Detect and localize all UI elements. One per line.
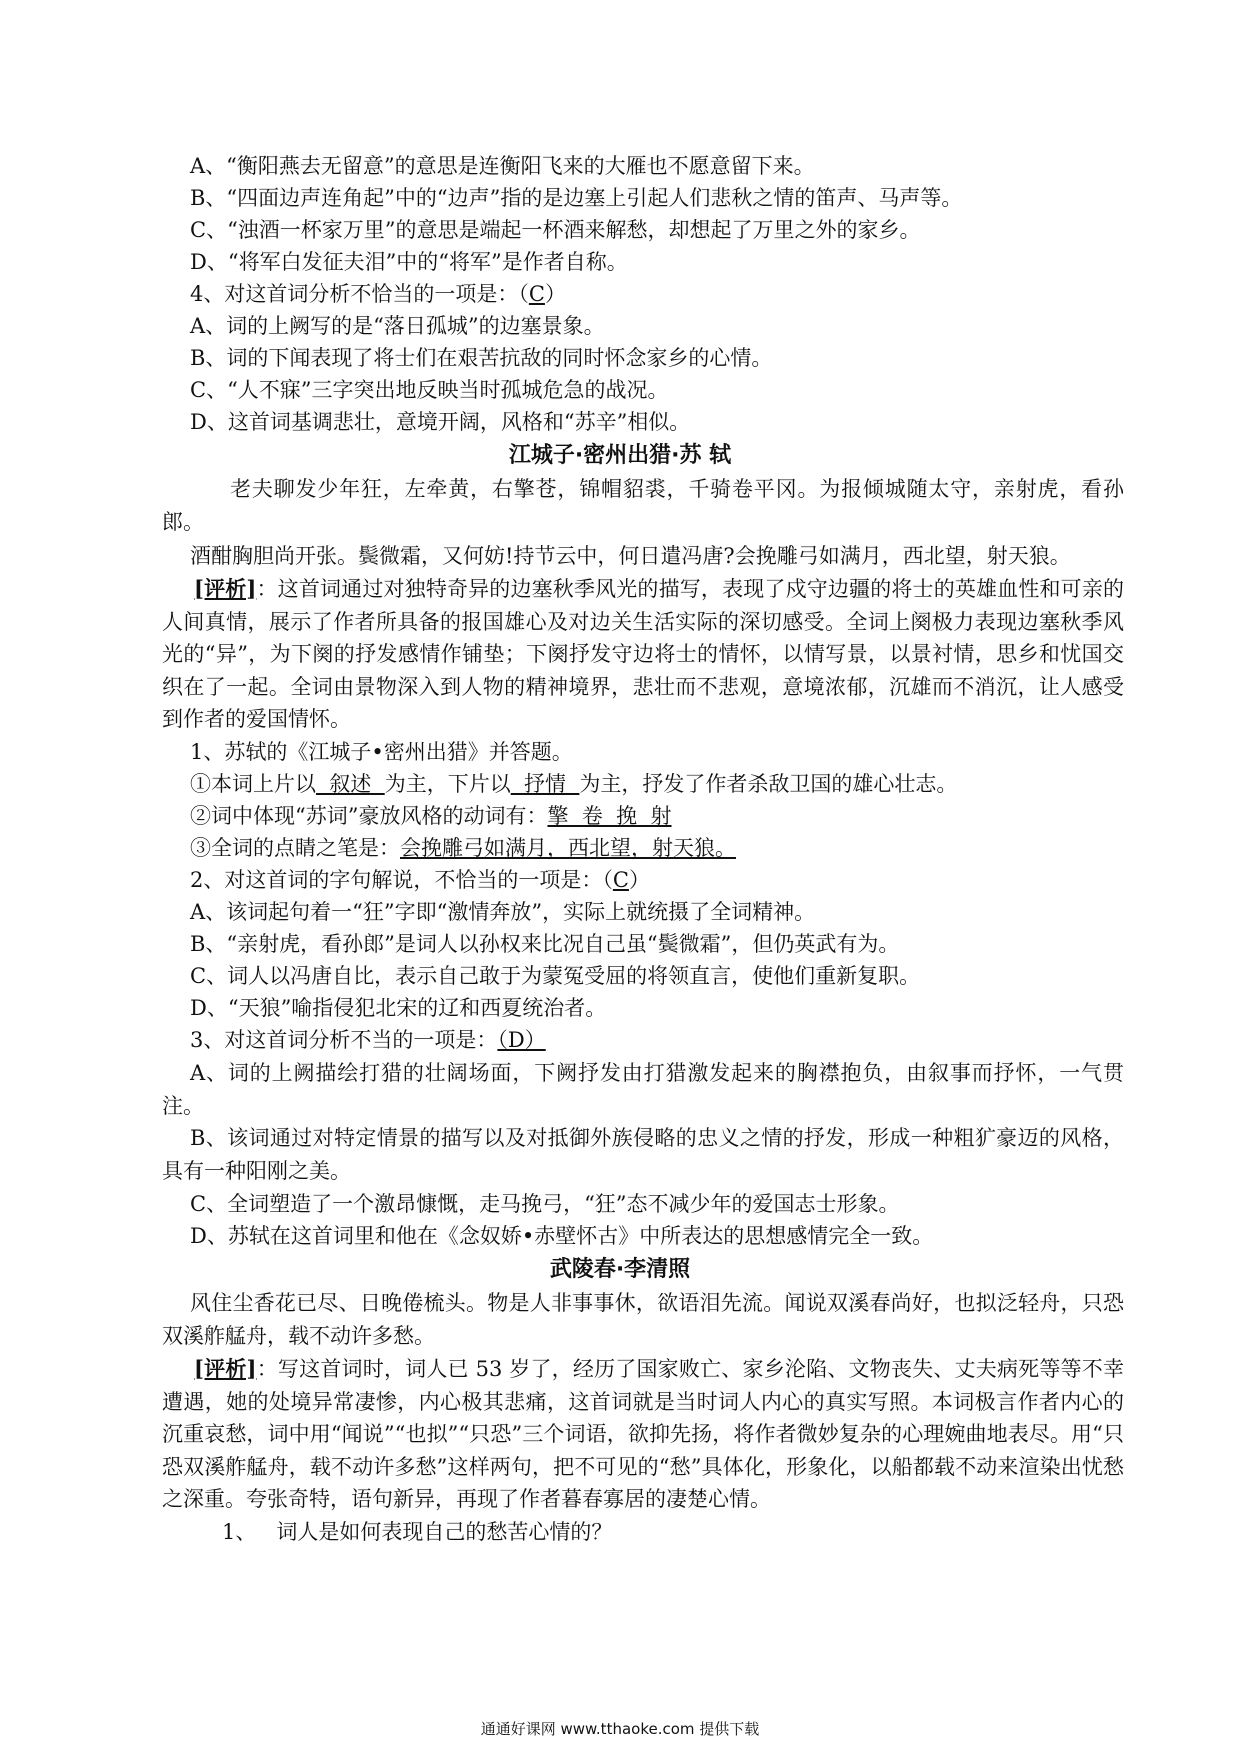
poem3-title: 武陵春·李清照 [549, 1257, 691, 1282]
item1-text-a: ①本词上片以 [190, 772, 316, 796]
q3-answer: （D） [497, 1028, 546, 1052]
q4-close: ） [544, 282, 566, 306]
q3-option-b: B、“四面边声连角起”中的“边声”指的是边塞上引起人们悲秋之情的笛声、马声等。 [190, 186, 963, 210]
poem2-text-2: 酒酣胸胆尚开张。鬓微霜，又何妨!持节云中，何日遣冯唐?会挽雕弓如满月，西北望，射天狼。 [190, 544, 1071, 568]
analysis-label: [评析] [194, 576, 257, 601]
item3-answer: 会挽雕弓如满月，西北望，射天狼。 [400, 836, 736, 860]
q2-answer: C [612, 868, 629, 892]
poem2-q2-option-b: B、“亲射虎，看孙郎”是词人以孙权来比况自己虽“鬓微霜”，但仍英武有为。 [190, 932, 900, 956]
item2-answer: 擎 卷 挽 射 [547, 804, 672, 828]
analysis-text: ：这首词通过对独特奇异的边塞秋季风光的描写，表现了戍守边疆的将士的英雄血性和可亲的人间真情，展示了作者所具备的报国雄心及对边关生活实际的深切感受。全词上阕极力表现边塞秋季风光的“异”，为下阕的抒发感情作铺垫；下阕抒发守边将士的情怀，以情写景，以景衬情，思乡和忧国交织在了一起。全词由景物深入到人物的精神境界，悲壮而不悲观，意境浓郁，沉雄而不消沉，让人感受到作者的爱国情怀。 [162, 577, 1124, 731]
page-footer: 通通好课网 www.tthaoke.com 提供下载 [480, 1720, 760, 1738]
poem2-q1-item-1 [190, 768, 1110, 800]
item1-answer-1: 叙述 [316, 772, 385, 796]
item1-text-b: 为主，下片以 [384, 772, 511, 796]
q3-option-a: A、“衡阳燕去无留意”的意思是连衡阳飞来的大雁也不愿意留下来。 [190, 154, 815, 178]
q4-stem: 4、对这首词分析不恰当的一项是：（ [190, 282, 529, 306]
poem2-q1-item-2 [190, 800, 1110, 832]
q4-option-d: D、这首词基调悲壮，意境开阔，风格和“苏辛”相似。 [190, 410, 691, 434]
q3-stem: 3、对这首词分析不当的一项是： [190, 1028, 498, 1052]
poem2-q2-option-a: A、该词起句着一“狂”字即“激情奔放”，实际上就统摄了全词精神。 [190, 900, 816, 924]
q2-stem: 2、对这首词的字句解说，不恰当的一项是：（ [190, 868, 613, 892]
q3-option-c: C、“浊酒一杯家万里”的意思是端起一杯酒来解愁，却想起了万里之外的家乡。 [190, 218, 921, 242]
poem2-q3-question [190, 1024, 1110, 1056]
poem2-q1-stem: 1、苏轼的《江城子•密州出猎》并答题。 [190, 740, 573, 764]
poem2-q3-option-d: D、苏轼在这首词里和他在《念奴娇•赤壁怀古》中所表达的思想感情完全一致。 [190, 1224, 934, 1248]
poem2-q2-option-c: C、词人以冯唐自比，表示自己敢于为蒙冤受屈的将领直言，使他们重新复职。 [190, 964, 921, 988]
q4-option-a: A、词的上阙写的是“落日孤城”的边塞景象。 [190, 314, 605, 338]
poem2-q3-option-b: B、该词通过对特定情景的描写以及对抵御外族侵略的忠义之情的抒发，形成一种粗犷豪迈的风格，具有一种阳刚之美。 [162, 1126, 1124, 1183]
q4-answer: C [528, 282, 545, 306]
item1-text-c: 为主，抒发了作者杀敌卫国的雄心壮志。 [579, 772, 958, 796]
poem2-q2-question [190, 864, 1110, 896]
poem3-text: 风住尘香花已尽、日晚倦梳头。物是人非事事休，欲语泪先流。闻说双溪春尚好，也拟泛轻舟，只恐双溪舴艋舟，载不动许多愁。 [162, 1291, 1124, 1348]
q4-option-c: C、“人不寐”三字突出地反映当时孤城危急的战况。 [190, 378, 669, 402]
analysis-text: ：写这首词时，词人已 53 岁了，经历了国家败亡、家乡沦陷、文物丧失、丈夫病死等等不幸遭遇，她的处境异常凄惨，内心极其悲痛，这首词就是当时词人内心的真实写照。本词极言作者内心的沉重哀愁，词中用“闻说”“也拟”“只恐”三个词语，欲抑先扬，将作者微妙复杂的心理婉曲地表尽。用“只恐双溪舴艋舟，载不动许多愁”这样两句，把不可见的“愁”具体化，形象化，以船都载不动来渲染出忧愁之深重。夸张奇特，语句新异，再现了作者暮春寡居的凄楚心情。 [162, 1357, 1124, 1511]
poem3-q1: 1、 词人是如何表现自己的愁苦心情的？ [222, 1520, 613, 1544]
poem2-title: 江城子·密州出猎·苏 轼 [508, 443, 732, 468]
analysis-label: [评析] [194, 1356, 257, 1381]
poem2-q3-option-c: C、全词塑造了一个激昂慷慨，走马挽弓，“狂”态不减少年的爱国志士形象。 [190, 1192, 900, 1216]
q4-question [190, 278, 1110, 310]
q4-option-b: B、词的下闻表现了将士们在艰苦抗敌的同时怀念家乡的心情。 [190, 346, 773, 370]
poem2-q1-item-3 [190, 832, 1110, 864]
poem2-q3-option-a: A、词的上阙描绘打猎的壮阔场面，下阙抒发由打猎激发起来的胸襟抱负，由叙事而抒怀，一气贯注。 [162, 1061, 1124, 1118]
item3-text: ③全词的点睛之笔是： [190, 836, 400, 860]
q2-close: ） [628, 868, 650, 892]
q3-option-d: D、“将军白发征夫泪”中的“将军”是作者自称。 [190, 250, 628, 274]
poem3-analysis [162, 1353, 1124, 1516]
poem2-text-1: 老夫聊发少年狂，左牵黄，右擎苍，锦帽貂裘，千骑卷平冈。为报倾城随太守，亲射虎，看孙郎。 [162, 477, 1124, 534]
poem2-q2-option-d: D、“天狼”喻指侵犯北宋的辽和西夏统治者。 [190, 996, 607, 1020]
item1-answer-2: 抒情 [510, 772, 580, 796]
poem2-analysis [162, 573, 1124, 736]
item2-text: ②词中体现“苏词”豪放风格的动词有： [190, 804, 548, 828]
